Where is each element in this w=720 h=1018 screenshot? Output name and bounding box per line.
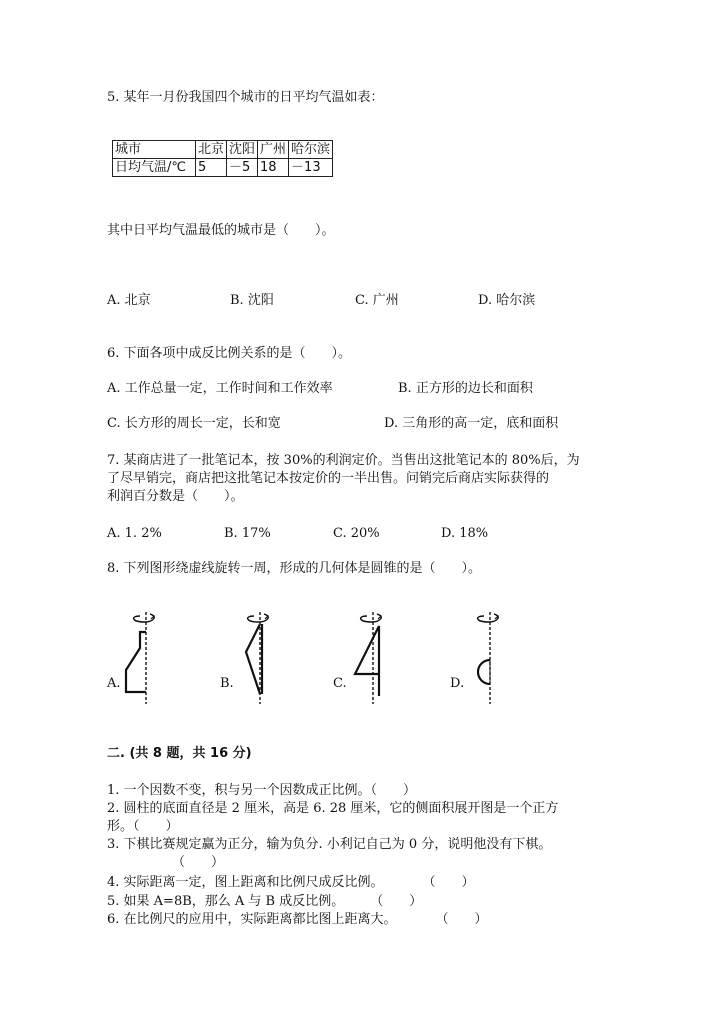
s2-item-2: 2. 圆柱的底面直径是 2 厘米，高是 6. 28 厘米，它的侧面积展开图是一个正方 bbox=[107, 801, 559, 816]
figure-c-rotation-diagram bbox=[345, 608, 397, 704]
table-cell: －13 bbox=[289, 159, 333, 177]
q5-option-a: A. 北京 bbox=[107, 293, 151, 308]
q8-option-c: C. bbox=[333, 676, 347, 691]
q7-option-c: C. 20% bbox=[333, 526, 380, 541]
q5-option-c: C. 广州 bbox=[355, 293, 399, 308]
table-cell: 18 bbox=[258, 159, 289, 177]
shape-outline bbox=[478, 660, 490, 684]
q8-option-b: B. bbox=[220, 676, 234, 691]
q7-option-d: D. 18% bbox=[441, 526, 489, 541]
table-cell: 日均气温/℃ bbox=[113, 159, 196, 177]
q8-option-a: A. bbox=[107, 676, 121, 691]
s2-item-4: 4. 实际距离一定，图上距离和比例尺成反比例。 （ ） bbox=[107, 875, 475, 890]
q7-line-3: 利润百分数是（ ）。 bbox=[107, 489, 244, 504]
shape-outline bbox=[126, 632, 146, 692]
q7-option-a: A. 1. 2% bbox=[107, 526, 162, 541]
table-cell: 广州 bbox=[258, 141, 289, 159]
temperature-table bbox=[112, 140, 333, 177]
table-cell: 北京 bbox=[196, 141, 227, 159]
table-cell: 哈尔滨 bbox=[289, 141, 333, 159]
q6-option-b: B. 正方形的边长和面积 bbox=[398, 381, 533, 396]
table-cell: 沈阳 bbox=[227, 141, 258, 159]
table-cell: 城市 bbox=[113, 141, 196, 159]
section-2-title: 二. (共 8 题，共 16 分) bbox=[107, 746, 252, 761]
q5-option-d: D. 哈尔滨 bbox=[478, 293, 536, 308]
q7-line-2: 了尽早销完，商店把这批笔记本按定价的一半出售。问销完后商店实际获得的 bbox=[107, 471, 550, 486]
q5-question: 其中日平均气温最低的城市是（ ）。 bbox=[107, 223, 335, 238]
s2-item-6: 6. 在比例尺的应用中，实际距离都比图上距离大。 （ ） bbox=[107, 912, 488, 927]
q6-option-a: A. 工作总量一定，工作时间和工作效率 bbox=[107, 381, 333, 396]
q6-stem: 6. 下面各项中成反比例关系的是（ ）。 bbox=[107, 346, 352, 361]
q6-option-c: C. 长方形的周长一定，长和宽 bbox=[107, 416, 281, 431]
s2-item-3-cont: （ ） bbox=[172, 855, 225, 870]
q7-line-1: 7. 某商店进了一批笔记本，按 30%的利润定价。当售出这批笔记本的 80%后，为 bbox=[107, 453, 580, 468]
q7-option-b: B. 17% bbox=[224, 526, 271, 541]
s2-item-2-cont: 形。（ ） bbox=[107, 819, 179, 834]
q5-stem: 5. 某年一月份我国四个城市的日平均气温如表： bbox=[107, 90, 384, 105]
s2-item-5: 5. 如果 A=8B，那么 A 与 B 成反比例。 （ ） bbox=[107, 894, 423, 909]
table-row bbox=[113, 159, 333, 177]
q5-option-b: B. 沈阳 bbox=[230, 293, 274, 308]
s2-item-3: 3. 下棋比赛规定赢为正分，输为负分. 小利记自己为 0 分，说明他没有下棋。 bbox=[107, 837, 552, 852]
q8-stem: 8. 下列图形绕虚线旋转一周，形成的几何体是圆锥的是（ ）。 bbox=[107, 561, 482, 576]
s2-item-1: 1. 一个因数不变，积与另一个因数成正比例。（ ） bbox=[107, 783, 417, 798]
q6-option-d: D. 三角形的高一定，底和面积 bbox=[384, 416, 559, 431]
table-cell: 5 bbox=[196, 159, 227, 177]
table-header-row bbox=[113, 141, 333, 159]
shape-outline bbox=[355, 626, 379, 674]
figure-a-rotation-diagram bbox=[118, 608, 170, 704]
q8-option-d: D. bbox=[450, 676, 465, 691]
figure-b-rotation-diagram bbox=[232, 608, 284, 704]
table-cell: －5 bbox=[227, 159, 258, 177]
figure-d-rotation-diagram bbox=[462, 608, 514, 704]
shape-outline bbox=[246, 624, 260, 694]
